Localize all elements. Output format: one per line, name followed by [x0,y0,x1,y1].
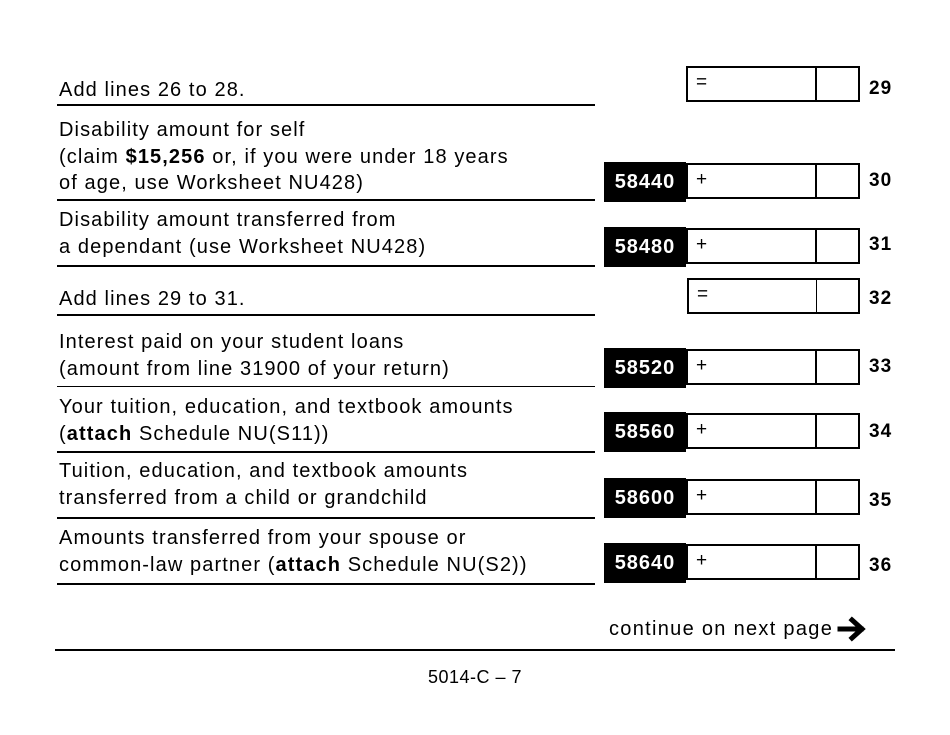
claim-amount: $15,256 [125,145,206,168]
line-30-cents-field[interactable] [816,163,860,199]
line-36-code: 58640 [604,543,686,583]
line-number: 34 [869,421,893,442]
continue-text: continue on next page [609,617,834,640]
right-arrow-icon [837,616,867,642]
line-35-code: 58600 [604,478,686,518]
line-36-text-1: Amounts transferred from your spouse or [59,527,467,549]
line-33-amount-field[interactable] [686,349,816,385]
line-30-code: 58440 [604,162,686,202]
line-29-cents-field[interactable] [816,66,860,102]
line-36-text-2: common-law partner (attach Schedule NU(S2)) [59,553,528,576]
line-35-text-2: transferred from a child or grandchild [59,486,428,509]
line-31-text-2: a dependant (use Worksheet NU428) [59,235,427,258]
line-29-description [59,77,619,104]
line-33-text-1: Interest paid on your student loans [59,331,405,353]
line-number: 33 [869,356,893,377]
line-36-rule [57,583,595,585]
line-32-text: Add lines 29 to 31. [59,288,246,310]
line-number: 30 [869,170,893,191]
line-30-text-3: of age, use Worksheet NU428) [59,172,365,194]
line-30-text-1: Disability amount for self [59,119,306,141]
line-34-cents-field[interactable] [816,413,860,449]
line-29-amount-field[interactable] [686,66,816,102]
line-34-text-1: Your tuition, education, and textbook amounts [59,396,514,418]
line-32-description [59,286,619,313]
plus-sign: + [696,550,708,571]
line-36-cents-field[interactable] [816,544,860,580]
line-36-amount-field[interactable] [686,544,816,580]
line-34-rule [57,451,595,453]
line-35-amount-field[interactable] [686,479,816,515]
equals-sign: = [697,284,709,305]
line-33-cents-field[interactable] [816,349,860,385]
continue-on-next-page [609,616,867,642]
line-number: 29 [869,78,893,99]
line-number: 35 [869,490,893,511]
line-31-cents-field[interactable] [816,228,860,264]
plus-sign: + [696,169,708,190]
line-34-text-2: (attach Schedule NU(S11)) [59,422,330,445]
line-36-description [59,525,619,578]
line-31-amount-field[interactable] [686,228,816,264]
line-number: 31 [869,234,893,255]
line-31-text-1: Disability amount transferred from [59,209,397,231]
line-number: 32 [869,288,893,309]
plus-sign: + [696,485,708,506]
line-30-amount-field[interactable] [686,163,816,199]
line-31-description [59,207,619,260]
line-35-text-1: Tuition, education, and textbook amounts [59,460,469,482]
line-32-cents-field[interactable] [816,278,860,314]
line-number: 36 [869,555,893,576]
line-35-description [59,458,619,511]
line-35-cents-field[interactable] [816,479,860,515]
line-30-description [59,117,619,197]
footer-rule [55,649,895,651]
line-30-text-2: (claim $15,256 or, if you were under 18 years [59,145,509,168]
line-29-rule [57,104,595,106]
line-33-text-2: (amount from line 31900 of your return) [59,357,450,380]
line-32-rule [57,314,595,316]
line-29-text: Add lines 26 to 28. [59,79,246,101]
line-33-rule [57,386,595,387]
line-34-code: 58560 [604,412,686,452]
page-number: 5014-C – 7 [427,667,523,687]
line-33-code: 58520 [604,348,686,388]
line-31-rule [57,265,595,267]
equals-sign: = [696,72,708,93]
line-30-rule [57,199,595,201]
plus-sign: + [696,419,708,440]
line-34-description [59,394,619,447]
line-31-code: 58480 [604,227,686,267]
line-33-description [59,329,619,382]
line-34-amount-field[interactable] [686,413,816,449]
plus-sign: + [696,355,708,376]
plus-sign: + [696,234,708,255]
line-35-rule [57,517,595,519]
line-32-amount-field[interactable] [687,278,817,314]
